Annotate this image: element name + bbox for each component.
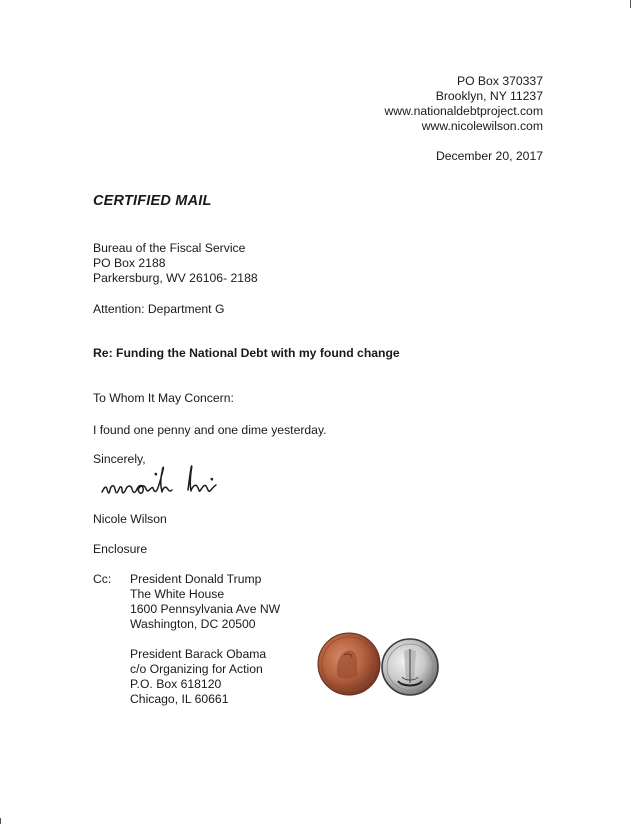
recipient-name: Bureau of the Fiscal Service: [93, 241, 246, 255]
sender-website-1: www.nationaldebtproject.com: [384, 104, 543, 118]
cc-line: Washington, DC 20500: [130, 617, 256, 631]
signature-image: [100, 458, 245, 503]
attention-line: Attention: Department G: [93, 302, 225, 316]
cc-line: c/o Organizing for Action: [130, 662, 263, 676]
sender-city: Brooklyn, NY 11237: [435, 89, 543, 103]
sender-po-box: PO Box 370337: [456, 74, 543, 88]
closing: Sincerely,: [93, 452, 146, 466]
salutation: To Whom It May Concern:: [93, 391, 234, 405]
body-text: I found one penny and one dime yesterday.: [93, 423, 327, 437]
recipient-po-box: PO Box 2188: [93, 256, 166, 270]
cc-line: 1600 Pennsylvania Ave NW: [130, 602, 281, 616]
cc-line: President Donald Trump: [130, 572, 262, 586]
cc-label: Cc:: [93, 572, 112, 586]
cc-line: Chicago, IL 60661: [130, 692, 229, 706]
penny-coin-image: [316, 631, 382, 697]
signer-name: Nicole Wilson: [93, 512, 167, 526]
recipient-city: Parkersburg, WV 26106- 2188: [93, 271, 258, 285]
scan-edge-mark: [630, 0, 631, 8]
subject-line: Re: Funding the National Debt with my found change: [93, 346, 400, 360]
cc-line: The White House: [130, 587, 225, 601]
sender-website-2: www.nicolewilson.com: [421, 119, 543, 133]
cc-line: President Barack Obama: [130, 647, 267, 661]
certified-mail-heading: CERTIFIED MAIL: [93, 193, 212, 209]
scan-edge-mark: [0, 818, 1, 824]
cc-line: P.O. Box 618120: [130, 677, 222, 691]
enclosure-note: Enclosure: [93, 542, 148, 556]
letter-date: December 20, 2017: [435, 149, 543, 163]
dime-coin-image: [380, 637, 440, 697]
